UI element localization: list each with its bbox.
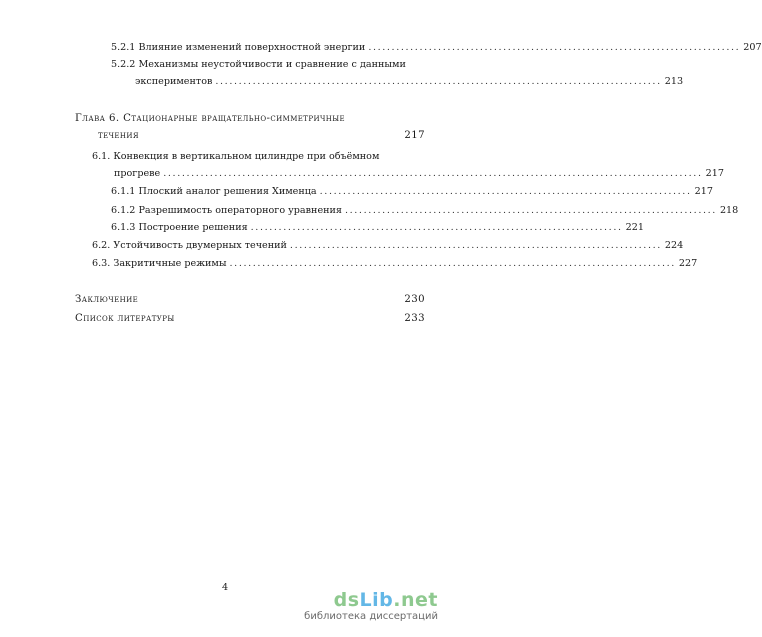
toc-section-6-2 — [92, 240, 684, 252]
toc-entry-5-2-2-line2 — [135, 76, 684, 88]
toc-leader-dots: ................................................................................................ — [229, 258, 676, 269]
toc-entry-text: 5.2.2 Механизмы неустойчивости и сравнение с данными — [111, 59, 406, 70]
toc-page-number: 218 — [719, 205, 739, 216]
toc-entry-6-1-2 — [111, 205, 739, 217]
toc-entry-6-1-3 — [111, 222, 644, 234]
page-number: 4 — [221, 582, 229, 593]
toc-entry-text: 6.1.1 Плоский аналог решения Хименца — [111, 186, 317, 197]
toc-page-number: 221 — [625, 222, 644, 233]
toc-entry-5-2-2-line1 — [111, 59, 406, 71]
toc-page-number: 207 — [743, 42, 762, 53]
dslib-logo: dsLib.net — [333, 589, 438, 611]
toc-page-number: 227 — [678, 258, 698, 269]
toc-page-number: 217 — [705, 168, 724, 179]
toc-leader-dots: ................................................................................ — [344, 205, 717, 216]
toc-chapter-title: Список литературы — [75, 313, 175, 324]
watermark — [304, 590, 438, 623]
toc-section-6-1-line2 — [114, 168, 724, 180]
toc-chapter-title: Глава 6. Стационарные вращательно-симметричные — [75, 113, 346, 124]
toc-chapter-title: Заключение — [75, 294, 139, 305]
toc-leader-dots: ................................................................................ — [368, 42, 741, 53]
toc-entry-text: 6.1.2 Разрешимость операторного уравнения — [111, 205, 342, 216]
toc-page-number: 230 — [404, 294, 425, 305]
toc-page-number: 213 — [664, 76, 684, 87]
toc-chapter-title: течения — [98, 130, 139, 141]
toc-page-number: 217 — [694, 186, 713, 197]
toc-leader-dots: ................................................................................ — [319, 186, 692, 197]
toc-leader-dots: ................................................................................ — [289, 240, 662, 251]
toc-leader-dots: ................................................................................ — [250, 222, 623, 233]
toc-entry-text: экспериментов — [135, 76, 213, 87]
toc-page-number: 217 — [404, 130, 425, 141]
toc-entry-text: 6.2. Устойчивость двумерных течений — [92, 240, 287, 251]
toc-chapter-6-line2 — [98, 130, 425, 142]
toc-leader-dots: .................................................................................................................... — [163, 168, 703, 179]
toc-entry-text: 5.2.1 Влияние изменений поверхностной энергии — [111, 42, 366, 53]
toc-section-6-1-line1 — [92, 151, 379, 163]
toc-entry-text: 6.1. Конвекция в вертикальном цилиндре при объёмном — [92, 151, 380, 162]
toc-entry-text: прогреве — [114, 168, 161, 179]
toc-conclusion — [75, 294, 425, 306]
toc-page-number: 224 — [664, 240, 684, 251]
toc-entry-text: 6.1.3 Построение решения — [111, 222, 248, 233]
toc-leader-dots: ................................................................................................ — [215, 76, 662, 87]
toc-entry-6-1-1 — [111, 186, 713, 198]
toc-entry-5-2-1 — [111, 42, 762, 54]
toc-chapter-6-line1 — [75, 113, 345, 125]
toc-references — [75, 313, 425, 325]
toc-entry-text: 6.3. Закритичные режимы — [92, 258, 227, 269]
watermark-subtitle: библиотека диссертаций — [304, 611, 438, 622]
toc-page-number: 233 — [404, 313, 425, 324]
toc-section-6-3 — [92, 258, 698, 270]
